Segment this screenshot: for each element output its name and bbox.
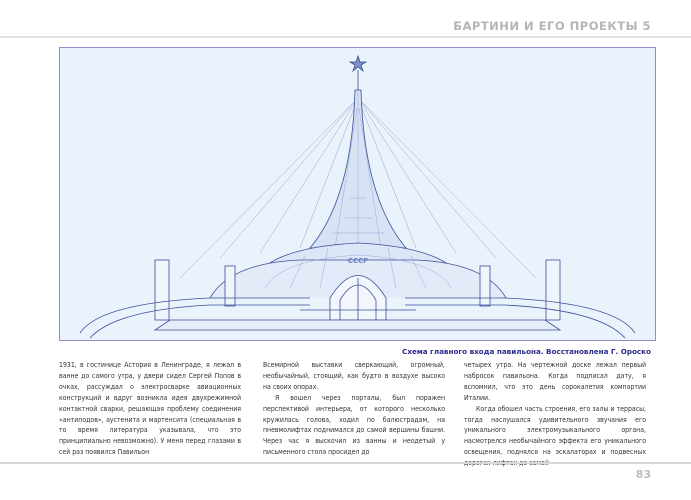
header-rule — [0, 36, 691, 38]
emblem-text: СССР — [347, 257, 369, 265]
text-column-3 — [464, 360, 646, 469]
paragraph: Я вошел через порталы, был поражен перспективой интерьера, от которого несколько кружилась голова, ходил по балюстрадам, на пневмолифтах поднимался до самой вершины башни. Через час я выскочил из ванны и неодетый у письменного стола просидел до — [263, 393, 445, 457]
running-header: БАРТИНИ И ЕГО ПРОЕКТЫ 5 — [453, 19, 651, 33]
footer-rule — [0, 462, 691, 464]
paragraph: 1931, в гостинице Астория в Ленинграде, я лежал в ванне до самого утра, у двери сидел Сергей Попов в очках, рассуждал о электросварке авиационных конструкций и вдруг возникла идея двухрежимной контактной сварки, решающая проблему соединения «антиподов», аустенита и мартенсита (специальная в то время литература указывала, что это принципиально невозможно). У меня перед глазами в сей раз появился Павильон — [59, 361, 241, 457]
text-column-1 — [59, 360, 241, 458]
pavilion-drawing — [60, 48, 655, 340]
pavilion-illustration — [59, 47, 656, 341]
figure-caption: Схема главного входа павильона. Восстановлена Г. Ороско — [402, 347, 651, 356]
page-number: 83 — [635, 468, 651, 481]
paragraph: Когда обошел часть строения, его залы и террасы, тогда наслушался удивительного звучания его уникального электромузыкального органа, насмотрелся необычайного эффекта его уникального освещения, поднялся на эскалаторах и подвесных — [464, 404, 646, 457]
text-column-2 — [263, 360, 445, 458]
paragraph: четырех утра. На чертежной доске лежал первый набросок павильона. Когда подписал дату, я вспомнил, что это день сорокалетия компартии Италии. — [464, 361, 646, 402]
paragraph: Всемирной выставки сверкающий, огромный, необычайный, стоящий, как будто в воздухе высоко на своих опорах. — [263, 361, 445, 391]
